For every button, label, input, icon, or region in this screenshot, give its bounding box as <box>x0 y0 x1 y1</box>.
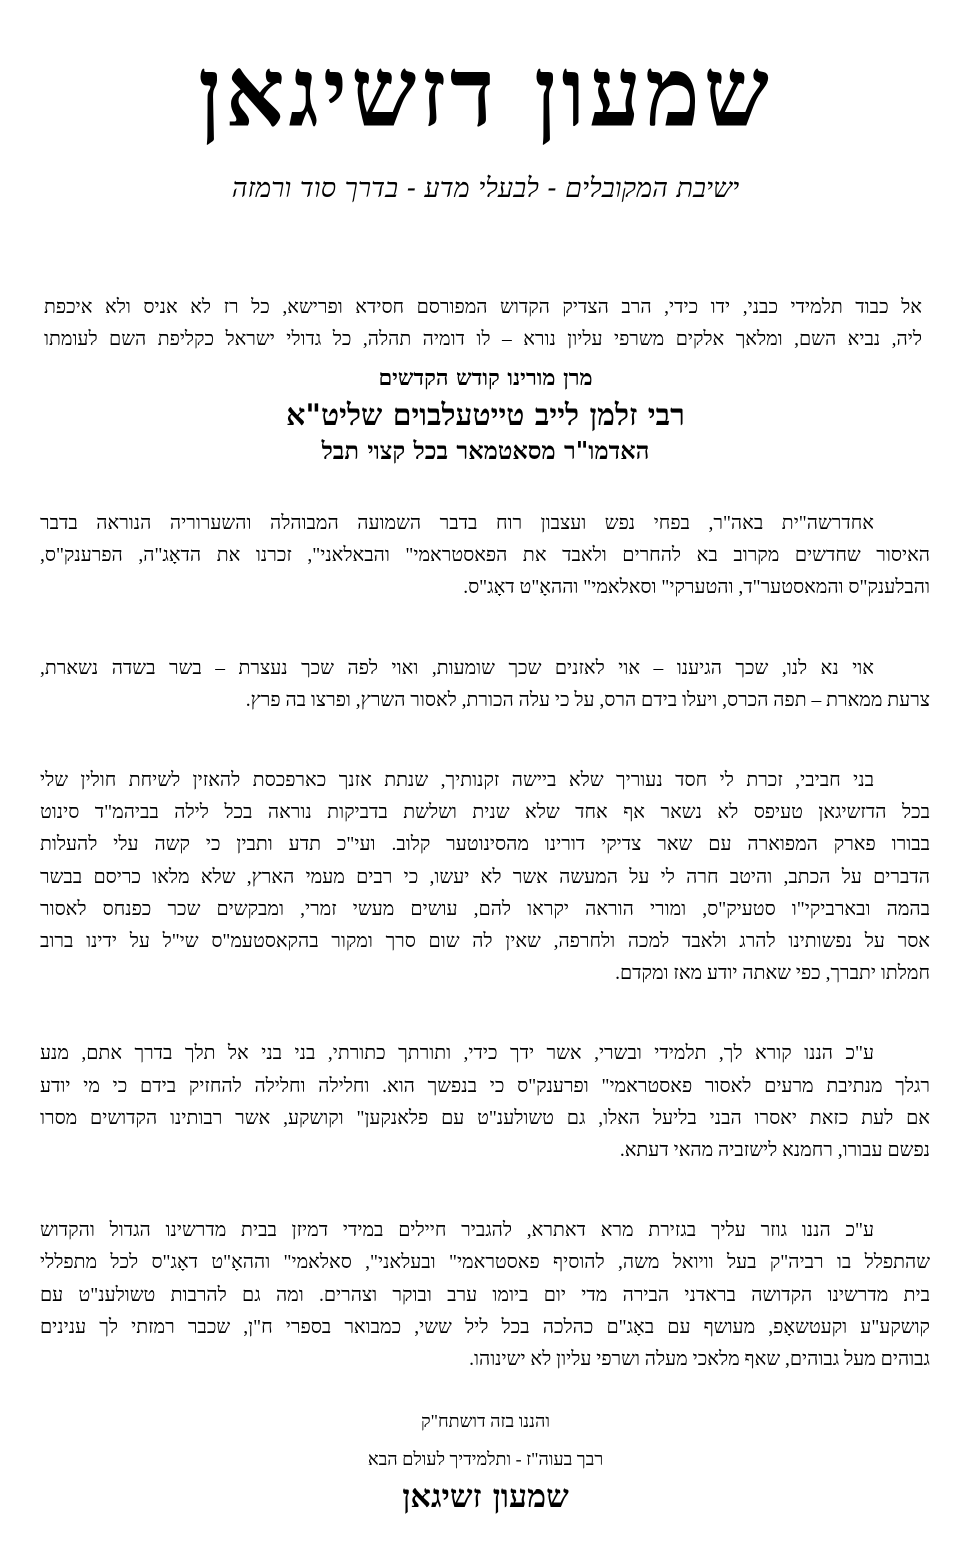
paragraph-4 <box>40 1038 930 1167</box>
text-line: רגלך מנתיבת מרעים לאסור פאסטראמי" ופרענק"ס כי בנפשך הוא. וחלילה וחלילה להחזיק בידם כי מי יודע <box>40 1075 930 1097</box>
text-line: בכל הדזשיגאן טעיפס לא נשאר אף אחד שלא שנית ושלשת בדביקות נוראה בכל לילה בביהמ"ד סינוט <box>40 802 930 824</box>
tagline: ישיבת המקובלים - לבעלי מדע - בדרך סוד ורמזה <box>231 173 740 204</box>
text-line: שהתפלל בו רביה"ק בעל וויואל משה, להוסיף פאסטראמי" ובעלאני", סאלאמי" וההאָ"ט דאָג"ס לכל מתפללי <box>40 1252 930 1274</box>
text-line: נפשם עבורו, רחמנא לישזביה מהאי דעתא. <box>619 1140 930 1162</box>
text-line: בית מדרשינו הקדושה בראדני הבירה מדי יום ביומו ערב ובוקר וצהרים. ומה גם להרבות טשולענ"ט עם <box>40 1284 930 1306</box>
closing-greeting: והננו בזה דושתח"ק <box>421 1411 550 1431</box>
addressee-name: רבי זלמן לייב טייטעלבוים שליט"א <box>286 398 685 433</box>
text-line: והבלענק"ס והמאסטער"ד, והטערקי" וסאלאמי" וההאָ"ט דאָג"ס. <box>463 577 930 599</box>
intro-paragraph <box>44 292 922 356</box>
closing-salutation: רבך בעוה"ז - ותלמידיך לעולם הבא <box>367 1449 604 1469</box>
letter-body <box>40 508 930 1424</box>
text-line: צרעת ממארת – תפה הכרס, ויעלו בידם הרס, על כי עלה הכורת, לאסור השרץ, ופרצו בה פרץ. <box>245 689 930 711</box>
text-line: אחדרשה"ית באה"ר, בפחי נפש ועצבון רוח בדבר השמועה המבוהלה והשערוריה הנוראה בדבר <box>40 513 874 534</box>
text-line: אסר על נפשותינו להרג ולאבד למכה ולחרפה, שאין לה שום סרך ומקור בהקאסטעמ"ס שי"ל על ידינו ברוב <box>40 931 930 953</box>
paragraph-1 <box>40 508 930 605</box>
text-line: ע"כ הננו גוזר עליך בגזירת מרא דאתרא, להגביר חיילים במידי דמיזן בבית מדרשינו הגדול והקדוש <box>40 1220 874 1242</box>
page-title: שמעון דזשיגאן <box>198 35 773 149</box>
text-line: בני חביבי, זכרת לי חסד נעוריך שלא ביישה זקנותיך, שנתת אזנך כארפכסת להאזין לשיחת חולין שלי <box>40 770 874 792</box>
text-line: קושקע"ע וקעטשאָפ, מעושף עם באָג"ם כהלכה בכל ליל ששי, כמבואר בספרי ח"ן, שכבר רמזתי לך ענינים <box>40 1316 930 1338</box>
text-line: בבורו פארק המפוארה עם שאר צדיקי דורינו מהסינוטער קלוב. ועי"כ תדע ותבין כי קשה עלי להעלות <box>40 834 930 856</box>
text-line: חמלתו יתברך, כפי שאתה יודע מאז ומקדם. <box>615 963 930 985</box>
paragraph-3 <box>40 765 930 990</box>
text-line: אוי נא לנו, שכך הגיענו – אוי לאזנים שכך שומעות, ואוי לפה שכך נעצרת – בשר בשדה נשארת, <box>40 657 874 679</box>
text-line: הדברים על הכתב, והיטב חרה לי על המעשה אשר לא יעשו, כי רבים מעמי הארץ, שלא מלאו כריסם בבשר <box>40 866 930 888</box>
addressee-title: האדמו"ר מסאטמאר בכל קצוי תבל <box>321 436 650 465</box>
text-line: בהמה ובארביקי"ו סטעיק"ס, ומורי הוראה יקראו להם, עושים מעשי זמרי, ומבקשים שכר כפנחס לאסור <box>40 898 930 920</box>
text-line: ע"כ הננו קורא לך, תלמידי ובשרי, אשר ידך כידי, ותורתך כתורתי, בני בני אל תלך בדרך אתם, מנע <box>40 1043 874 1065</box>
masthead <box>0 32 971 152</box>
paragraph-2 <box>40 653 930 717</box>
intro-line: אל כבוד תלמידי כבני, ידו כידי, הרב הצדיק הקדוש המפורסם חסידא ופרישא, כל רז לא אניס ולא איכפת <box>44 297 922 318</box>
text-line: האיסור שחדשים מקרוב בא להחרים ולאבד את הפאסטראמי" והבאלאני", זכרנו את הדאָג"ה, הפרענק"ס, <box>40 545 930 567</box>
text-line: אם לעת כזאת יאסרו הבני בליעל האלו, גם טשולענ"ט עם פלאנקען" וקושקע, אשר רבותינו הקדושים מסרו <box>40 1107 930 1129</box>
intro-line: ליה, נביא השם, ומלאך אלקים משרפי עליון נורא – לו דומיה תהלה, כל גדולי ישראל כקליפת השם לעומתו <box>44 329 922 350</box>
addressee-honorific: מרן מורינו קודש הקדשים <box>378 365 593 391</box>
signature: שמעון זשיגאן <box>402 1477 569 1515</box>
text-line: גבוהים מעל גבוהים, שאף מלאכי מעלה ושרפי עליון לא ישינוהו. <box>469 1349 930 1371</box>
paragraph-5 <box>40 1215 930 1376</box>
